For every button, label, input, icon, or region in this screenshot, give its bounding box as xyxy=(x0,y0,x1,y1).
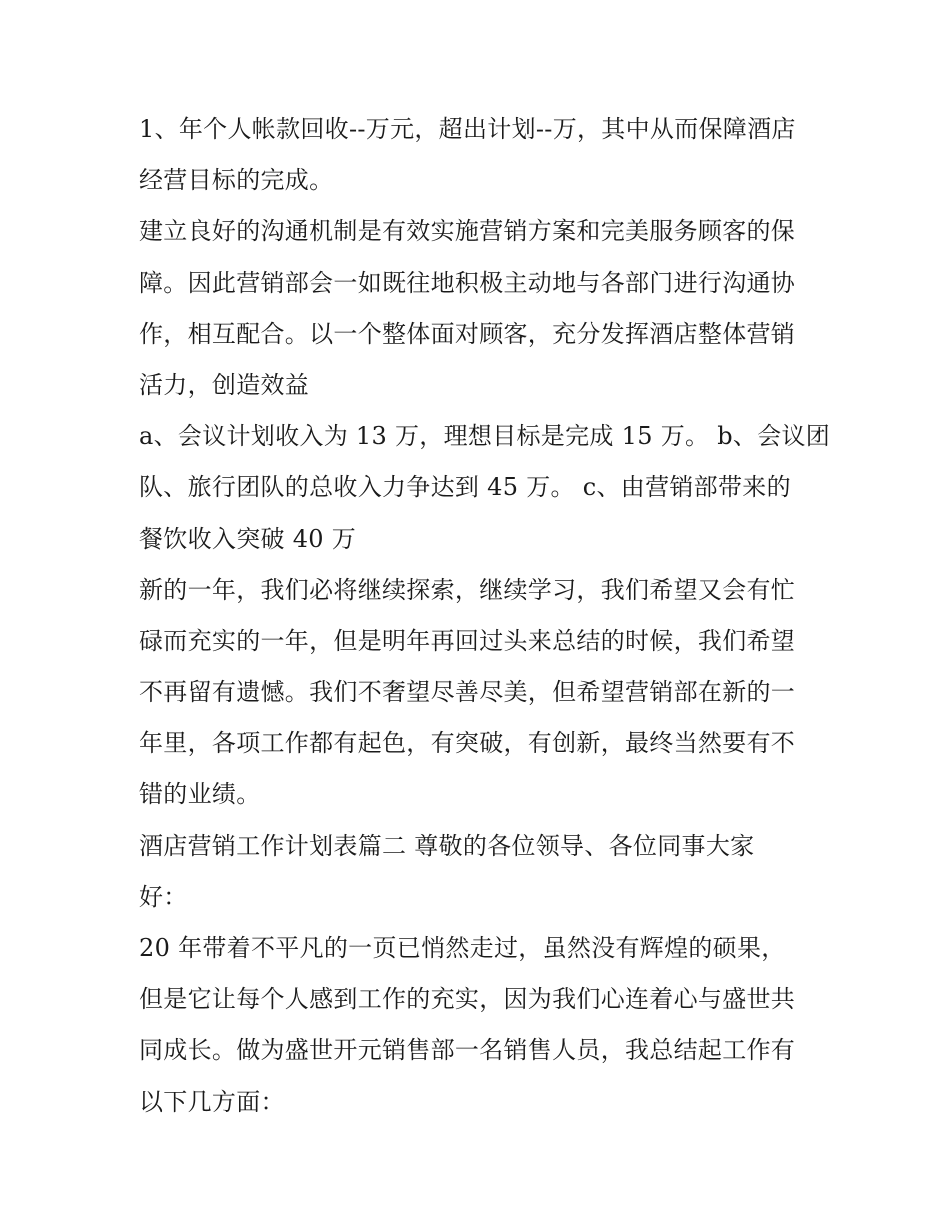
text-line: 好： xyxy=(139,882,188,911)
text-line: 活力，创造效益 xyxy=(139,370,310,399)
text-line: 酒店营销工作计划表篇二 尊敬的各位领导、各位同事大家 xyxy=(139,831,755,860)
text-line: 不再留有遗憾。我们不奢望尽善尽美，但希望营销部在新的一 xyxy=(139,678,796,707)
text-line: 餐饮收入突破 40 万 xyxy=(139,524,357,553)
text-line: 建立良好的沟通机制是有效实施营销方案和完美服务顾客的保 xyxy=(139,217,796,246)
text-line: 经营目标的完成。 xyxy=(139,166,334,195)
text-line: a、会议计划收入为 13 万，理想目标是完成 15 万。 b、会议团 xyxy=(139,422,831,451)
text-line: 但是它让每个人感到工作的充实，因为我们心连着心与盛世共 xyxy=(139,985,796,1014)
text-line: 队、旅行团队的总收入力争达到 45 万。 c、由营销部带来的 xyxy=(139,473,791,502)
text-line: 新的一年，我们必将继续探索，继续学习，我们希望又会有忙 xyxy=(139,575,796,604)
text-line: 错的业绩。 xyxy=(139,780,261,809)
text-line: 20 年带着不平凡的一页已悄然走过，虽然没有辉煌的硕果， xyxy=(139,934,786,962)
text-line: 1、年个人帐款回收--万元，超出计划--万，其中从而保障酒店 xyxy=(139,115,796,143)
text-line: 年里，各项工作都有起色，有突破，有创新，最终当然要有不 xyxy=(139,729,796,758)
text-line: 作，相互配合。以一个整体面对顾客，充分发挥酒店整体营销 xyxy=(139,319,796,348)
document-body xyxy=(139,104,831,1128)
text-line: 同成长。做为盛世开元销售部一名销售人员，我总结起工作有 xyxy=(139,1036,796,1065)
text-line: 碌而充实的一年，但是明年再回过头来总结的时候，我们希望 xyxy=(139,626,796,655)
text-line: 以下几方面： xyxy=(139,1087,285,1116)
text-line: 障。因此营销部会一如既往地积极主动地与各部门进行沟通协 xyxy=(139,268,796,297)
